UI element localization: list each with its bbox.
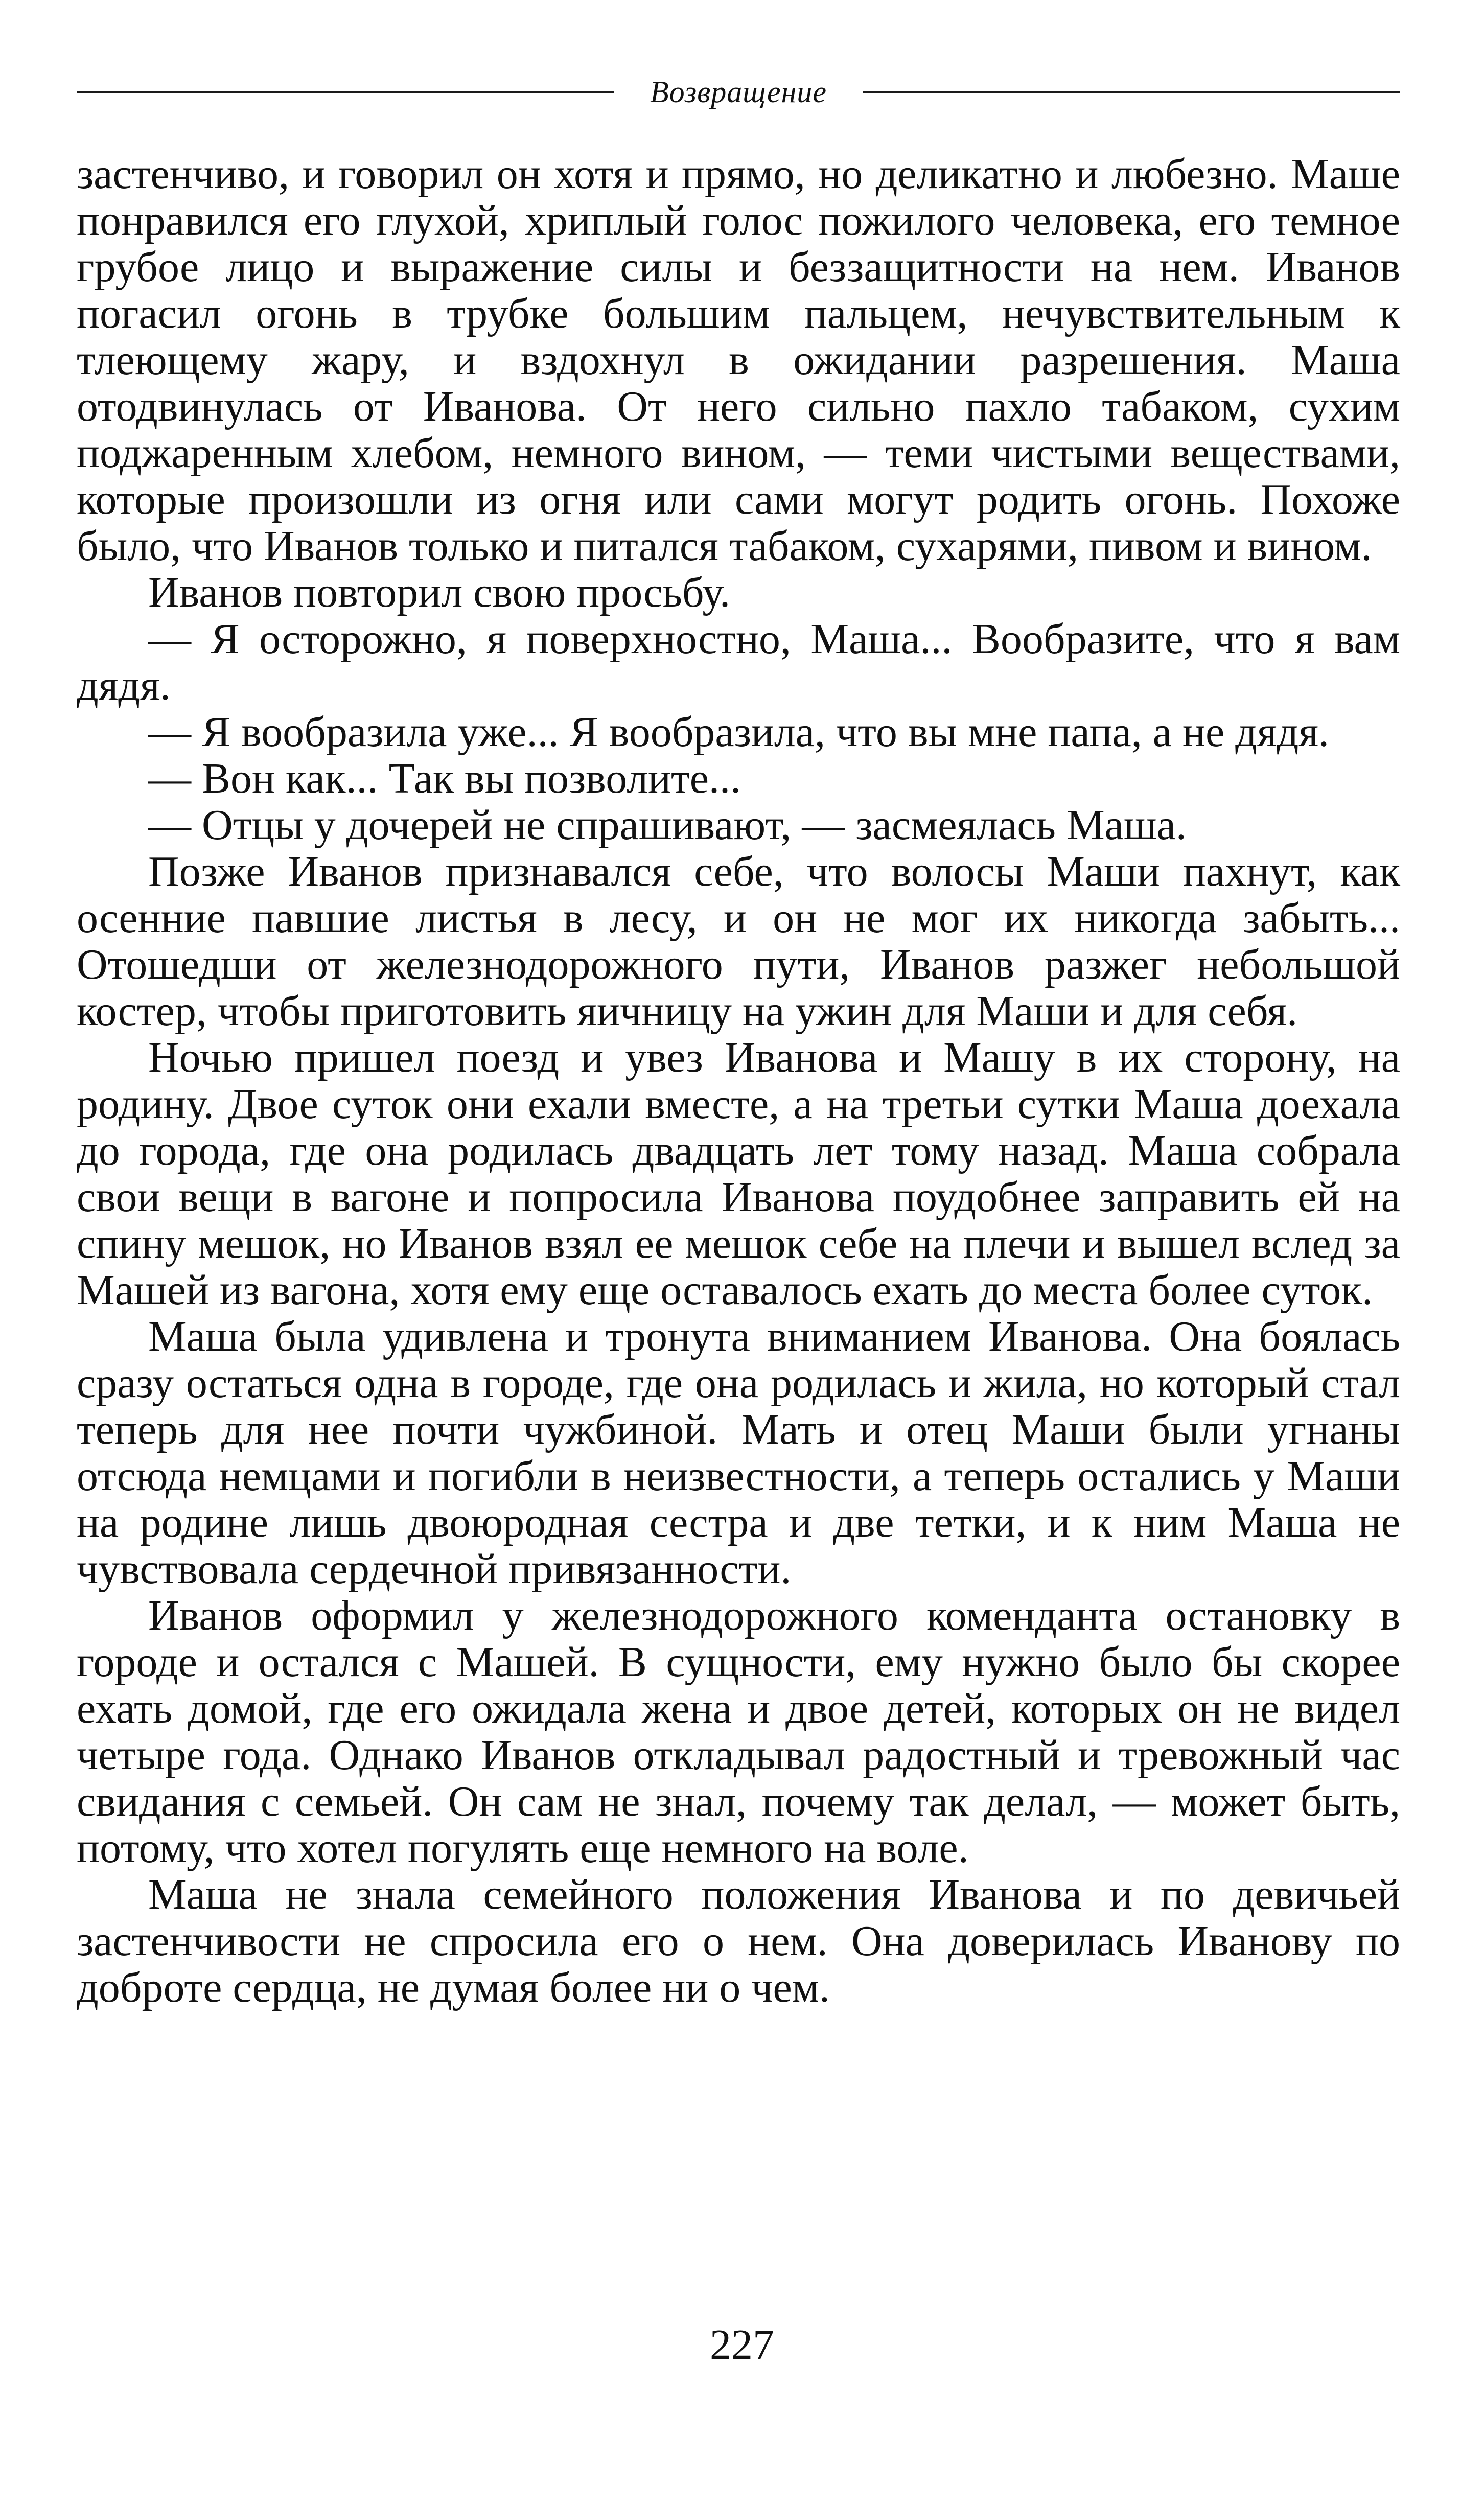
paragraph: Позже Иванов признавался себе, что волосы Маши пахнут, как осенние павшие листья в лесу, и он не мог их никогда забыть... Отошедши от железнодорожного пути, Иванов разжег небольшой костер, чтобы приготовить яичницу на ужин для Маши и для себя. <box>77 848 1400 1035</box>
dialogue-line: — Вон как... Так вы позволите... <box>148 755 741 802</box>
paragraph: застенчиво, и говорил он хотя и прямо, но деликатно и любезно. Маше понравился его глухой, хриплый голос пожилого человека, его темное грубое лицо и выражение силы и беззащитности на нем. Иванов погасил огонь в трубке большим пальцем, нечувствительным к тлеющему жару, и вздохнул в ожидании разрешения. Маша отодвинулась от Иванова. От него сильно пахло табаком, сухим поджаренным хлебом, немного вином, — теми чистыми веществами, которые произошли из огня или сами могут родить огонь. Похоже было, что Иванов только и питался табаком, сухарями, пивом и вином. <box>77 150 1400 570</box>
running-title: Возвращение <box>650 75 827 109</box>
paragraph: Иванов оформил у железнодорожного коменданта остановку в городе и остался с Машей. В сущности, ему нужно было бы скорее ехать домой, где его ожидала жена и двое детей, которых он не видел четыре года. Однако Иванов откладывал радостный и тревожный час свидания с семьей. Он сам не знал, почему так делал, — может быть, потому, что хотел погулять еще немного на воле. <box>77 1592 1400 1872</box>
dialogue-line: — Я вообразила уже... Я вообразила, что вы мне папа, а не дядя. <box>148 708 1330 756</box>
paragraph: Маша была удивлена и тронута вниманием Иванова. Она боялась сразу остаться одна в городе, где она родилась и жила, но который стал теперь для нее почти чужбиной. Мать и отец Маши были угнаны отсюда немцами и погибли в неизвестности, а теперь остались у Маши на родине лишь двоюродная сестра и две тетки, и к ним Маша не чувствовала сердечной привязанности. <box>77 1313 1400 1593</box>
header-rule-left <box>77 91 614 93</box>
header-rule-right <box>863 91 1400 93</box>
paragraph: Маша не знала семейного положения Иванова и по девичьей застенчивости не спросила его о нем. Она доверилась Иванову по доброте сердца, не думая более ни о чем. <box>77 1871 1400 2011</box>
body-text <box>77 151 1400 2011</box>
dialogue-line: — Я осторожно, я поверхностно, Маша... Вообразите, что я вам дядя. <box>77 615 1400 709</box>
dialogue-line: — Отцы у дочерей не спрашивают, — засмеялась Маша. <box>148 801 1187 849</box>
paragraph: Иванов повторил свою просьбу. <box>148 569 731 616</box>
running-header <box>77 61 1400 123</box>
page-number: 227 <box>710 2321 774 2368</box>
paragraph: Ночью пришел поезд и увез Иванова и Машу в их сторону, на родину. Двое суток они ехали вместе, а на третьи сутки Маша доехала до города, где она родилась двадцать лет тому назад. Маша собрала свои вещи в вагоне и попросила Иванова поудобнее заправить ей на спину мешок, но Иванов взял ее мешок себе на плечи и вышел вслед за Машей из вагона, хотя ему еще оставалось ехать до места более суток. <box>77 1034 1400 1314</box>
